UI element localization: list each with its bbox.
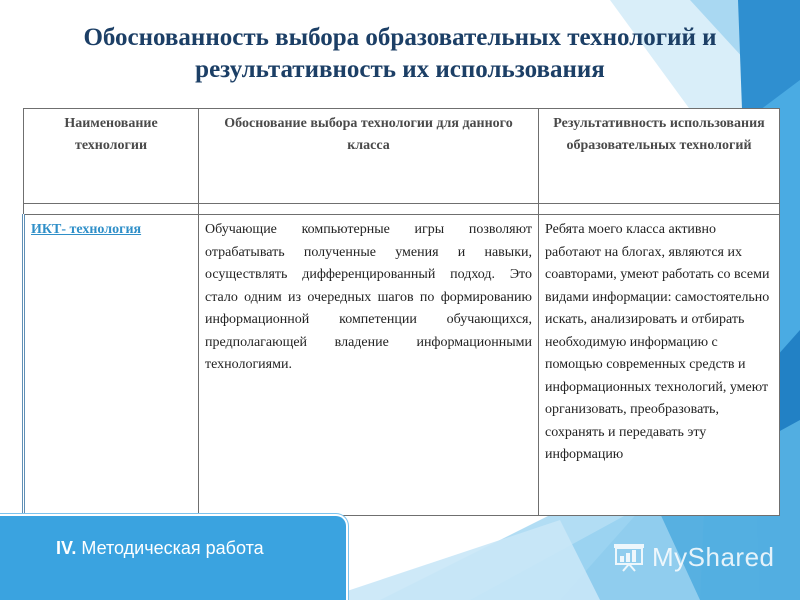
technology-table [22,108,780,516]
section-number: IV. [56,538,77,558]
title-line-2: результативность их использования [195,56,605,83]
header-justification: Обоснование выбора технологии для данного класса [199,109,539,204]
title-line-1: Обоснованность выбора образовательных технологий и [83,24,717,51]
table-row [24,215,780,516]
cell-result: Ребята моего класса активно работают на блогах, являются их соавторами, умеют работать со всеми видами информации: самостоятельно искать, анализировать и отбирать необходимую информацию с помощью современных средств и информационных технологий, умеют организовать, преобразовать, сохранять и передавать эту информацию [539,215,780,516]
cell-technology [24,215,199,516]
table-gap-row [24,204,780,215]
watermark [612,538,792,578]
header-effectiveness: Результативность использования образовательных технологий [539,109,780,204]
section-label [56,538,264,559]
header-technology-name: Наименование технологии [24,109,199,204]
cell-justification: Обучающие компьютерные игры позволяют отрабатывать полученные умения и навыки, осуществлять дифференцированный подход. Это стало одним из очередных шагов по формированию информационной компетенции обучающихся, предполагающей владение информационными технологиями. [199,215,539,516]
section-footer-box [0,514,348,600]
presentation-icon [612,542,646,572]
section-title: Методическая работа [81,538,264,558]
slide-title [20,22,780,86]
watermark-text: MyShared [652,542,775,572]
technology-link[interactable]: ИКТ- технология [31,222,142,237]
table-header-row [24,109,780,204]
